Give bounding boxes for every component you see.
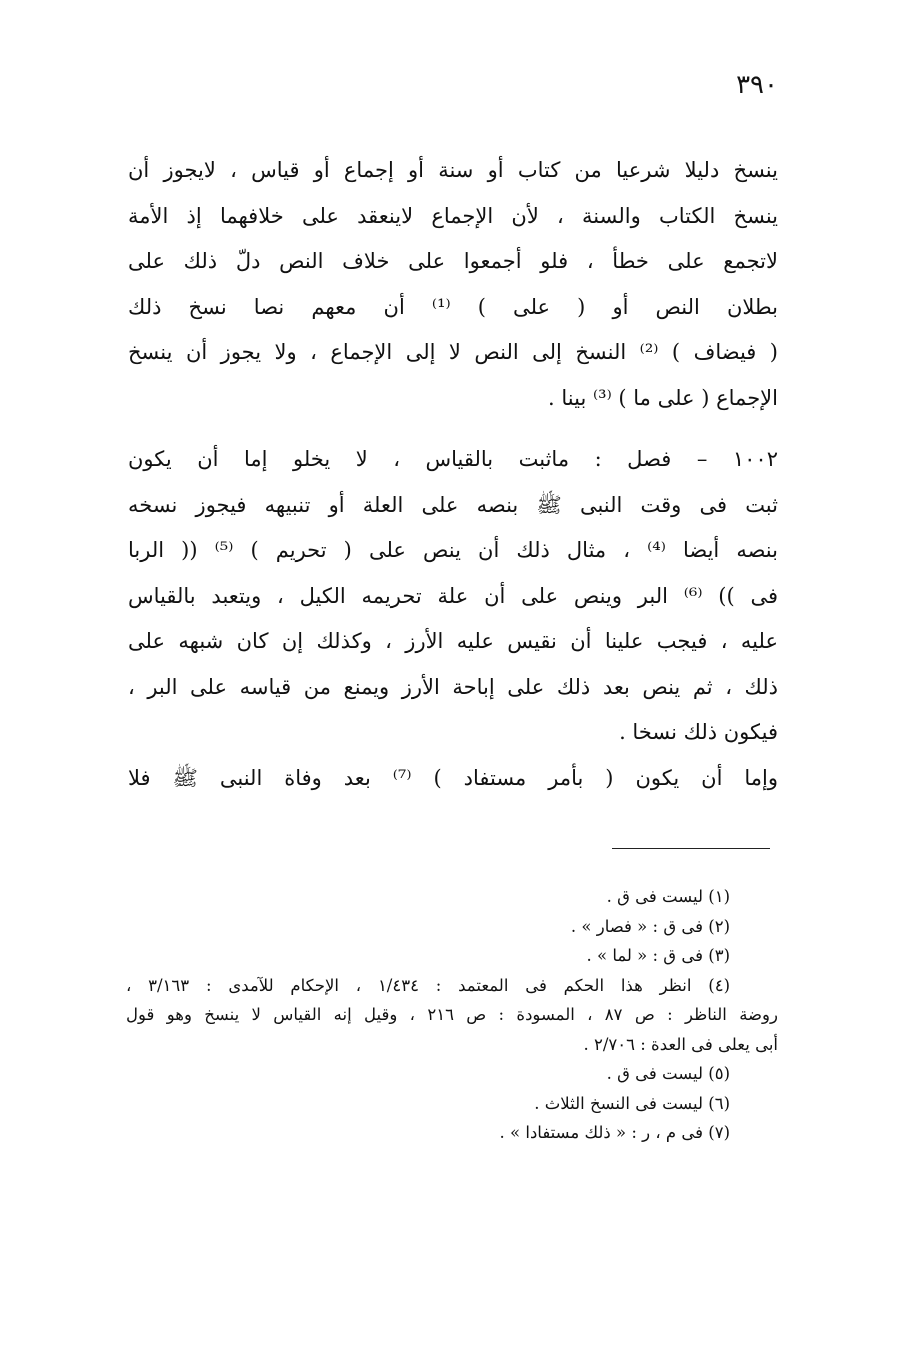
text-line: ذلك ، ثم ينص بعد ذلك على إباحة الأرز ويمنع من قياسه على البر ، bbox=[128, 674, 778, 699]
footnotes bbox=[126, 882, 778, 1148]
footnote-separator bbox=[612, 848, 770, 849]
paragraph-1 bbox=[128, 148, 778, 421]
footnote: (٢) فى ق : « فصار » . bbox=[570, 916, 730, 936]
text-line: بطلان النص أو ( على ) ⁽¹⁾ أن معهم نصا نسخ ذلك bbox=[128, 294, 778, 319]
text-line: بنصه أيضا ⁽⁴⁾ ، مثال ذلك أن ينص على ( تحريم ) ⁽⁵⁾ (( الربا bbox=[128, 538, 778, 562]
footnote: (٥) ليست فى ق . bbox=[606, 1064, 730, 1083]
footnote: (٦) ليست فى النسخ الثلاث . bbox=[534, 1093, 730, 1113]
text-line: وإما أن يكون ( بأمر مستفاد ) ⁽⁷⁾ بعد وفاة النبى ﷺ فلا bbox=[128, 765, 778, 790]
text-line: فى )) ⁽⁶⁾ البر وينص على أن علة تحريمه الكيل ، ويتعبد بالقياس bbox=[128, 583, 778, 608]
text-line: الإجماع ( على ما ) ⁽³⁾ بينا . bbox=[548, 385, 778, 410]
text-line: ينسخ الكتاب والسنة ، لأن الإجماع لاينعقد على خلافهما إذ الأمة bbox=[128, 203, 778, 228]
paragraph-gap bbox=[128, 421, 778, 437]
footnote: (٧) فى م ، ر : « ذلك مستفادا » . bbox=[499, 1123, 730, 1142]
paragraph-2 bbox=[128, 437, 778, 756]
text-line: ينسخ دليلا شرعيا من كتاب أو سنة أو إجماع أو قياس ، لايجوز أن bbox=[128, 158, 778, 182]
footnote: (٣) فى ق : « لما » . bbox=[586, 946, 730, 965]
footnote: (١) ليست فى ق . bbox=[606, 887, 730, 906]
footnote-continuation: روضة الناظر : ص ٨٧ ، المسودة : ص ٢١٦ ، وقيل إنه القياس لا ينسخ وهو قول bbox=[126, 1005, 778, 1024]
body-text bbox=[128, 148, 778, 801]
text-line: ١٠٠٢ – فصل : ماثبت بالقياس ، لا يخلو إما أن يكون bbox=[128, 447, 778, 471]
text-line: ثبت فى وقت النبى ﷺ بنصه على العلة أو تنبيهه فيجوز نسخه bbox=[128, 492, 778, 517]
footnote: (٤) انظر هذا الحكم فى المعتمد : ١/٤٣٤ ، الإحكام للآمدى : ٣/١٦٣ ، bbox=[126, 975, 730, 995]
footnote-continuation: أبى يعلى فى العدة : ٢/٧٠٦ . bbox=[583, 1034, 778, 1054]
text-line: ( فيضاف ) ⁽²⁾ النسخ إلى النص لا إلى الإجماع ، ولا يجوز أن ينسخ bbox=[128, 340, 778, 364]
paragraph-3 bbox=[128, 756, 778, 802]
text-line: فيكون ذلك نسخا . bbox=[619, 720, 778, 744]
page-number: ٣٩٠ bbox=[736, 70, 778, 100]
text-line: لاتجمع على خطأ ، فلو أجمعوا على خلاف النص دلّ ذلك على bbox=[128, 249, 778, 273]
text-line: عليه ، فيجب علينا أن نقيس عليه الأرز ، وكذلك إن كان شبهه على bbox=[128, 629, 778, 653]
